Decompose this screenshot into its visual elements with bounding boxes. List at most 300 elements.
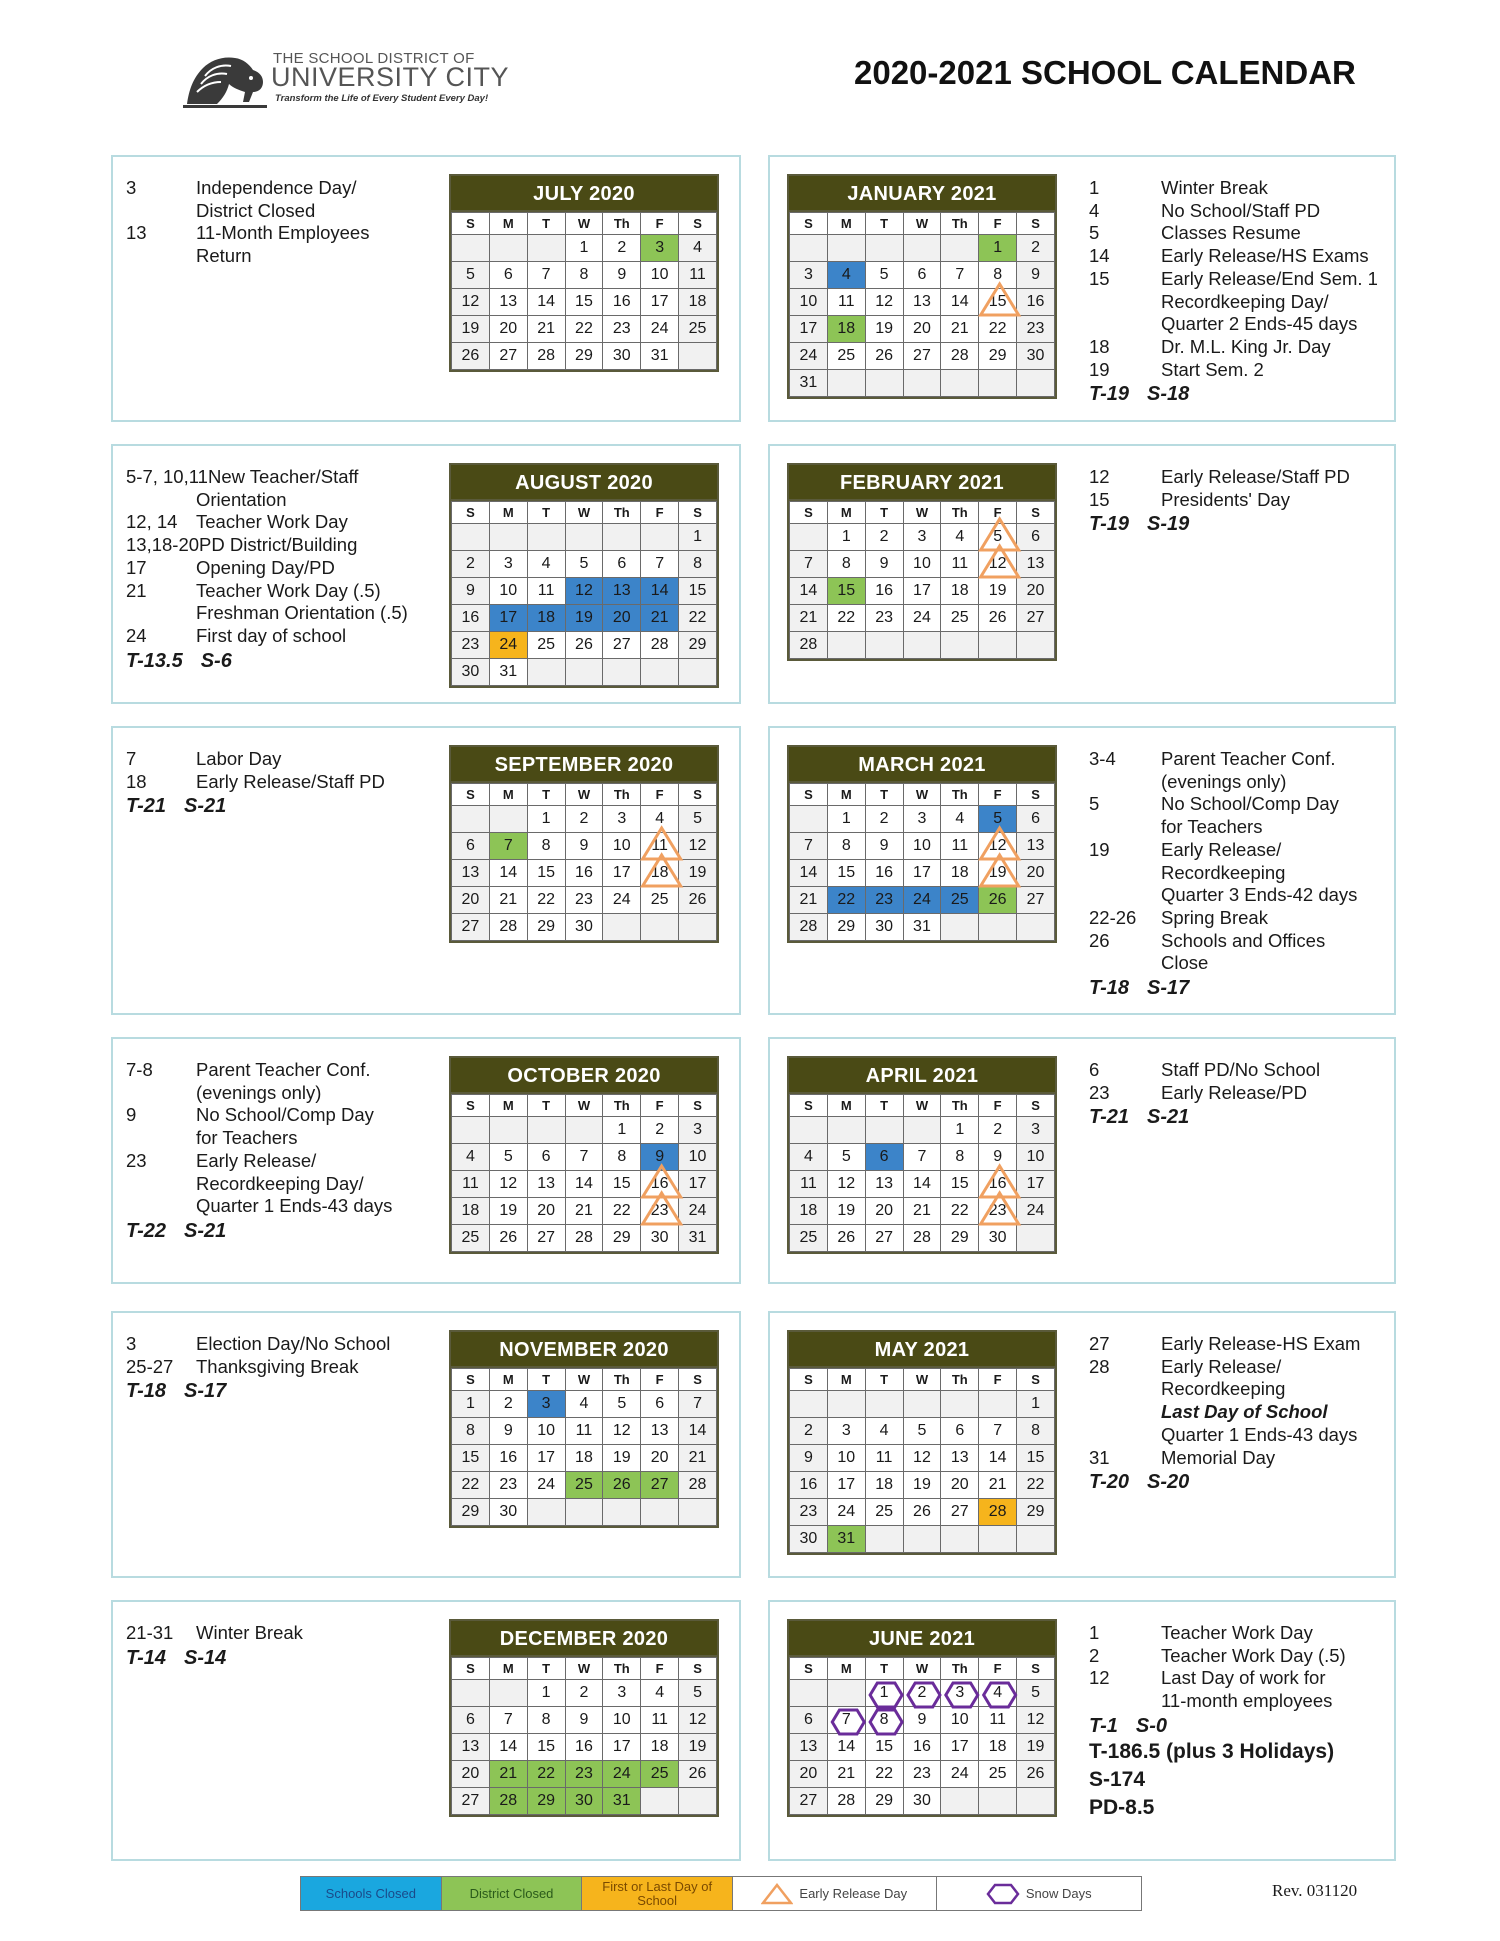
- note-text: Quarter 1 Ends-43 days: [1161, 1423, 1358, 1445]
- empty-cell: [679, 1499, 717, 1526]
- day-cell: 31: [641, 343, 679, 370]
- day-cell: 6: [941, 1418, 979, 1445]
- day-cell: 28: [979, 1499, 1017, 1526]
- weekday-header: S: [679, 1095, 717, 1117]
- month-title: JANUARY 2021: [789, 176, 1055, 212]
- day-cell: 23: [790, 1499, 828, 1526]
- day-cell: 8: [603, 1144, 641, 1171]
- day-cell: 3: [941, 1680, 979, 1707]
- day-cell: 5: [565, 551, 603, 578]
- weekday-header: T: [527, 1369, 565, 1391]
- day-cell: 24: [679, 1198, 717, 1225]
- empty-cell: [641, 1499, 679, 1526]
- day-cell: 2: [565, 1680, 603, 1707]
- day-cell: 30: [641, 1225, 679, 1252]
- day-cell: 16: [565, 860, 603, 887]
- day-cell: 25: [641, 1761, 679, 1788]
- empty-cell: [452, 524, 490, 551]
- day-cell: 30: [565, 1788, 603, 1815]
- note-text: Dr. M.L. King Jr. Day: [1161, 335, 1331, 357]
- month-title: NOVEMBER 2020: [451, 1332, 717, 1368]
- day-cell: 10: [527, 1418, 565, 1445]
- day-cell: 13: [1017, 551, 1055, 578]
- day-cell: 20: [452, 1761, 490, 1788]
- day-cell: 5: [979, 524, 1017, 551]
- weekday-header: W: [565, 1658, 603, 1680]
- note-text: Classes Resume: [1161, 222, 1301, 244]
- note-date: [126, 489, 196, 512]
- day-cell: 13: [790, 1734, 828, 1761]
- day-cell: 12: [679, 833, 717, 860]
- day-cell: 23: [1017, 316, 1055, 343]
- day-cell: 13: [941, 1445, 979, 1472]
- month-calendar: [787, 463, 1057, 661]
- month-title: APRIL 2021: [789, 1058, 1055, 1094]
- day-cell: 23: [641, 1198, 679, 1225]
- day-cell: 30: [489, 1499, 527, 1526]
- note-text: Recordkeeping Day/: [1161, 290, 1329, 312]
- weekday-header: S: [452, 1095, 490, 1117]
- day-cell: 11: [941, 833, 979, 860]
- day-cell: 13: [452, 1734, 490, 1761]
- day-cell: 7: [903, 1144, 941, 1171]
- empty-cell: [941, 1526, 979, 1553]
- day-total: S-0: [1135, 1714, 1168, 1737]
- weekday-header: Th: [941, 1095, 979, 1117]
- weekday-header: F: [641, 1658, 679, 1680]
- note-line: [126, 1127, 392, 1150]
- note-text: Early Release-HS Exam: [1161, 1333, 1361, 1354]
- month-box-july-2020: [111, 155, 741, 422]
- note-date: [126, 602, 196, 625]
- month-title: OCTOBER 2020: [451, 1058, 717, 1094]
- day-totals: [1089, 1471, 1360, 1494]
- day-cell: 17: [903, 860, 941, 887]
- note-text: Early Release/: [1161, 838, 1282, 860]
- weekday-header: W: [565, 1095, 603, 1117]
- note-date: [1089, 1378, 1161, 1401]
- day-cell: 23: [489, 1472, 527, 1499]
- day-cell: 11: [941, 551, 979, 578]
- weekday-header: M: [489, 1095, 527, 1117]
- day-cell: 4: [790, 1144, 828, 1171]
- day-cell: 1: [452, 1391, 490, 1418]
- day-cell: 12: [865, 289, 903, 316]
- day-cell: 3: [679, 1117, 717, 1144]
- day-cell: 16: [790, 1472, 828, 1499]
- day-total: T-20: [1089, 1471, 1130, 1494]
- day-cell: 8: [979, 262, 1017, 289]
- note-text: Early Release/Staff PD: [196, 770, 385, 792]
- day-cell: 11: [641, 833, 679, 860]
- day-cell: 9: [565, 833, 603, 860]
- day-cell: 18: [827, 316, 865, 343]
- note-text: Memorial Day: [1161, 1446, 1276, 1468]
- empty-cell: [827, 235, 865, 262]
- month-notes: [1089, 466, 1350, 536]
- note-line: [1089, 907, 1357, 930]
- empty-cell: [603, 914, 641, 941]
- day-cell: 27: [1017, 887, 1055, 914]
- day-cell: 31: [489, 659, 527, 686]
- weekday-header: T: [527, 1658, 565, 1680]
- day-cell: 20: [603, 605, 641, 632]
- day-cell: 8: [527, 833, 565, 860]
- month-notes: [126, 1059, 392, 1243]
- weekday-header: S: [679, 213, 717, 235]
- day-cell: 5: [865, 262, 903, 289]
- note-text: Quarter 2 Ends-45 days: [1161, 313, 1358, 335]
- day-cell: 1: [865, 1680, 903, 1707]
- day-cell: 21: [790, 887, 828, 914]
- note-date: [1089, 1690, 1161, 1713]
- empty-cell: [641, 1788, 679, 1815]
- note-text: Early Release/HS Exams: [1161, 245, 1369, 267]
- day-cell: 9: [865, 833, 903, 860]
- note-date: [1089, 1424, 1161, 1447]
- empty-cell: [527, 524, 565, 551]
- day-cell: 20: [641, 1445, 679, 1472]
- day-cell: 17: [903, 578, 941, 605]
- note-line: [1089, 1667, 1346, 1690]
- empty-cell: [979, 1526, 1017, 1553]
- day-cell: 10: [827, 1445, 865, 1472]
- day-cell: 3: [603, 806, 641, 833]
- note-date: [1089, 313, 1161, 336]
- empty-cell: [565, 524, 603, 551]
- day-cell: 30: [452, 659, 490, 686]
- note-line: [126, 557, 408, 580]
- day-cell: 4: [941, 806, 979, 833]
- day-cell: 25: [790, 1225, 828, 1252]
- day-cell: 6: [1017, 806, 1055, 833]
- day-cell: 17: [679, 1171, 717, 1198]
- day-cell: 10: [903, 833, 941, 860]
- day-cell: 8: [452, 1418, 490, 1445]
- day-cell: 20: [452, 887, 490, 914]
- legend-early-release-label: Early Release Day: [799, 1885, 908, 1901]
- note-line: [126, 602, 408, 625]
- day-cell: 20: [903, 316, 941, 343]
- day-cell: 1: [941, 1117, 979, 1144]
- note-date: 28: [1089, 1355, 1110, 1377]
- note-text: Opening Day/PD: [196, 556, 335, 578]
- note-date: 5: [1089, 222, 1100, 244]
- weekday-header: M: [827, 213, 865, 235]
- note-text: Schools and Offices: [1161, 929, 1326, 951]
- day-cell: 3: [603, 1680, 641, 1707]
- note-date: 1: [1089, 1622, 1100, 1643]
- note-line: [1089, 1333, 1360, 1356]
- note-line: [1089, 1424, 1360, 1447]
- day-cell: 19: [489, 1198, 527, 1225]
- day-cell: 4: [641, 1680, 679, 1707]
- day-cell: 7: [679, 1391, 717, 1418]
- note-line: [1089, 489, 1350, 512]
- day-cell: 3: [903, 806, 941, 833]
- weekday-header: S: [679, 502, 717, 524]
- note-line: [126, 177, 369, 200]
- note-text: Start Sem. 2: [1161, 358, 1264, 380]
- empty-cell: [941, 914, 979, 941]
- day-cell: 4: [527, 551, 565, 578]
- note-date: [1089, 952, 1161, 975]
- day-cell: 27: [452, 914, 490, 941]
- day-cell: 21: [790, 605, 828, 632]
- day-cell: 23: [903, 1761, 941, 1788]
- month-title: MARCH 2021: [789, 747, 1055, 783]
- day-cell: 10: [903, 551, 941, 578]
- day-cell: 12: [827, 1171, 865, 1198]
- empty-cell: [827, 632, 865, 659]
- day-cell: 19: [979, 578, 1017, 605]
- revision-label: Rev. 031120: [1272, 1881, 1358, 1900]
- day-cell: 14: [790, 860, 828, 887]
- day-cell: 3: [489, 551, 527, 578]
- day-cell: 31: [827, 1526, 865, 1553]
- empty-cell: [790, 1117, 828, 1144]
- day-cell: 24: [641, 316, 679, 343]
- day-cell: 7: [827, 1707, 865, 1734]
- day-cell: 6: [452, 833, 490, 860]
- day-cell: 8: [679, 551, 717, 578]
- weekday-header: Th: [941, 213, 979, 235]
- day-cell: 12: [979, 833, 1017, 860]
- day-cell: 21: [941, 316, 979, 343]
- day-total: S-21: [1147, 1106, 1190, 1129]
- weekday-header: S: [679, 784, 717, 806]
- note-date: [126, 1082, 196, 1105]
- day-cell: 29: [527, 914, 565, 941]
- note-line: [126, 200, 369, 223]
- weekday-header: M: [489, 1658, 527, 1680]
- empty-cell: [565, 1499, 603, 1526]
- empty-cell: [641, 659, 679, 686]
- day-cell: 16: [979, 1171, 1017, 1198]
- note-line: [1089, 1082, 1320, 1105]
- month-box-december-2020: [111, 1600, 741, 1861]
- day-cell: 6: [790, 1707, 828, 1734]
- note-date: 15: [1089, 488, 1110, 510]
- weekday-header: Th: [941, 502, 979, 524]
- day-cell: 15: [527, 1734, 565, 1761]
- day-cell: 15: [565, 289, 603, 316]
- note-text: Early Release/: [1161, 1355, 1282, 1377]
- day-cell: 24: [903, 605, 941, 632]
- day-cell: 21: [565, 1198, 603, 1225]
- day-cell: 17: [790, 316, 828, 343]
- day-cell: 2: [603, 235, 641, 262]
- day-cell: 19: [1017, 1734, 1055, 1761]
- month-title: MAY 2021: [789, 1332, 1055, 1368]
- weekday-header: F: [979, 1095, 1017, 1117]
- note-text: Staff PD/No School: [1161, 1059, 1321, 1080]
- note-date: 7: [126, 748, 137, 769]
- day-cell: 29: [941, 1225, 979, 1252]
- day-cell: 13: [452, 860, 490, 887]
- day-total: S-21: [184, 1219, 227, 1242]
- day-cell: 7: [489, 833, 527, 860]
- day-cell: 15: [827, 578, 865, 605]
- day-cell: 17: [827, 1472, 865, 1499]
- day-cell: 12: [903, 1445, 941, 1472]
- weekday-header: S: [452, 213, 490, 235]
- empty-cell: [679, 659, 717, 686]
- note-date: [1089, 771, 1161, 794]
- note-line: [126, 1195, 392, 1218]
- day-cell: 10: [790, 289, 828, 316]
- day-total: T-21: [1089, 1106, 1130, 1129]
- note-date: 19: [1089, 838, 1110, 860]
- day-cell: 26: [903, 1499, 941, 1526]
- day-cell: 6: [489, 262, 527, 289]
- day-cell: 25: [527, 632, 565, 659]
- day-cell: 4: [641, 806, 679, 833]
- note-text: Independence Day/: [196, 177, 357, 198]
- weekday-header: S: [790, 784, 828, 806]
- month-box-january-2021: [768, 155, 1396, 422]
- day-cell: 12: [489, 1171, 527, 1198]
- note-date: 1: [1089, 177, 1100, 198]
- empty-cell: [941, 370, 979, 397]
- day-cell: 9: [565, 1707, 603, 1734]
- day-cell: 9: [641, 1144, 679, 1171]
- day-cell: 9: [865, 551, 903, 578]
- note-line: [126, 534, 408, 557]
- legend-first-last-day: First or Last Day of School: [582, 1877, 733, 1910]
- day-cell: 17: [603, 860, 641, 887]
- year-total: PD-8.5: [1089, 1795, 1155, 1819]
- weekday-header: S: [790, 1095, 828, 1117]
- day-cell: 27: [941, 1499, 979, 1526]
- month-title: AUGUST 2020: [451, 465, 717, 501]
- empty-cell: [827, 1391, 865, 1418]
- note-date: [1089, 1401, 1161, 1424]
- day-cell: 28: [790, 632, 828, 659]
- month-title: JUNE 2021: [789, 1621, 1055, 1657]
- weekday-header: Th: [603, 1095, 641, 1117]
- day-cell: 22: [603, 1198, 641, 1225]
- day-cell: 10: [679, 1144, 717, 1171]
- page-title: 2020-2021 SCHOOL CALENDAR: [854, 54, 1356, 91]
- day-totals: [126, 1647, 303, 1670]
- day-cell: 21: [641, 605, 679, 632]
- note-date: 9: [126, 1104, 137, 1126]
- month-box-october-2020: [111, 1037, 741, 1284]
- day-total: S-19: [1147, 513, 1190, 536]
- weekday-header: T: [865, 1658, 903, 1680]
- day-cell: 28: [565, 1225, 603, 1252]
- day-cell: 6: [641, 1391, 679, 1418]
- weekday-header: M: [489, 213, 527, 235]
- day-cell: 11: [790, 1171, 828, 1198]
- empty-cell: [452, 1117, 490, 1144]
- day-cell: 1: [1017, 1391, 1055, 1418]
- day-cell: 21: [979, 1472, 1017, 1499]
- note-text: Recordkeeping: [1161, 1378, 1286, 1400]
- weekday-header: T: [527, 213, 565, 235]
- note-date: 24: [126, 624, 147, 646]
- day-total: T-1: [1089, 1714, 1118, 1737]
- day-cell: 22: [1017, 1472, 1055, 1499]
- empty-cell: [603, 659, 641, 686]
- month-title: FEBRUARY 2021: [789, 465, 1055, 501]
- day-cell: 3: [790, 262, 828, 289]
- note-text: Winter Break: [1161, 177, 1268, 198]
- empty-cell: [452, 806, 490, 833]
- day-cell: 6: [865, 1144, 903, 1171]
- weekday-header: S: [1017, 1095, 1055, 1117]
- day-totals: [1089, 1715, 1346, 1738]
- note-text: for Teachers: [196, 1127, 298, 1149]
- note-text: Teacher Work Day (.5): [1161, 1644, 1346, 1666]
- month-box-november-2020: [111, 1311, 741, 1578]
- day-cell: 2: [641, 1117, 679, 1144]
- day-cell: 3: [1017, 1117, 1055, 1144]
- note-date: 5: [1089, 793, 1100, 815]
- day-cell: 29: [527, 1788, 565, 1815]
- note-line: [126, 625, 408, 648]
- empty-cell: [827, 1117, 865, 1144]
- day-cell: 27: [489, 343, 527, 370]
- day-total: S-20: [1147, 1471, 1190, 1494]
- note-text: Early Release/End Sem. 1: [1161, 267, 1378, 289]
- weekday-header: M: [827, 784, 865, 806]
- day-cell: 8: [827, 551, 865, 578]
- day-cell: 23: [565, 1761, 603, 1788]
- day-cell: 21: [527, 316, 565, 343]
- day-cell: 30: [565, 914, 603, 941]
- day-cell: 14: [679, 1418, 717, 1445]
- note-date: 23: [126, 1149, 147, 1171]
- day-cell: 23: [865, 605, 903, 632]
- note-date: 7-8: [126, 1059, 153, 1080]
- day-cell: 16: [865, 860, 903, 887]
- day-cell: 26: [603, 1472, 641, 1499]
- day-cell: 28: [827, 1788, 865, 1815]
- month-notes: [1089, 177, 1378, 406]
- day-cell: 11: [641, 1707, 679, 1734]
- day-cell: 1: [979, 235, 1017, 262]
- empty-cell: [941, 632, 979, 659]
- day-cell: 5: [489, 1144, 527, 1171]
- day-cell: 9: [452, 578, 490, 605]
- day-cell: 12: [679, 1707, 717, 1734]
- logo-tagline: Transform the Life of Every Student Every Day!: [275, 93, 489, 104]
- month-notes: [1089, 1333, 1360, 1494]
- year-total: S-174: [1089, 1767, 1146, 1791]
- note-line: [1089, 1401, 1360, 1424]
- day-cell: 24: [827, 1499, 865, 1526]
- day-total: S-17: [184, 1380, 227, 1403]
- day-cell: 13: [903, 289, 941, 316]
- month-notes: [1089, 1622, 1346, 1822]
- weekday-header: F: [979, 502, 1017, 524]
- day-cell: 8: [527, 1707, 565, 1734]
- weekday-header: M: [827, 1658, 865, 1680]
- day-cell: 27: [603, 632, 641, 659]
- day-cell: 13: [1017, 833, 1055, 860]
- empty-cell: [489, 235, 527, 262]
- empty-cell: [903, 1526, 941, 1553]
- day-cell: 13: [527, 1171, 565, 1198]
- day-cell: 9: [603, 262, 641, 289]
- note-date: 17: [126, 556, 147, 578]
- weekday-header: W: [903, 1658, 941, 1680]
- empty-cell: [827, 370, 865, 397]
- day-cell: 14: [979, 1445, 1017, 1472]
- note-date: [1089, 291, 1161, 314]
